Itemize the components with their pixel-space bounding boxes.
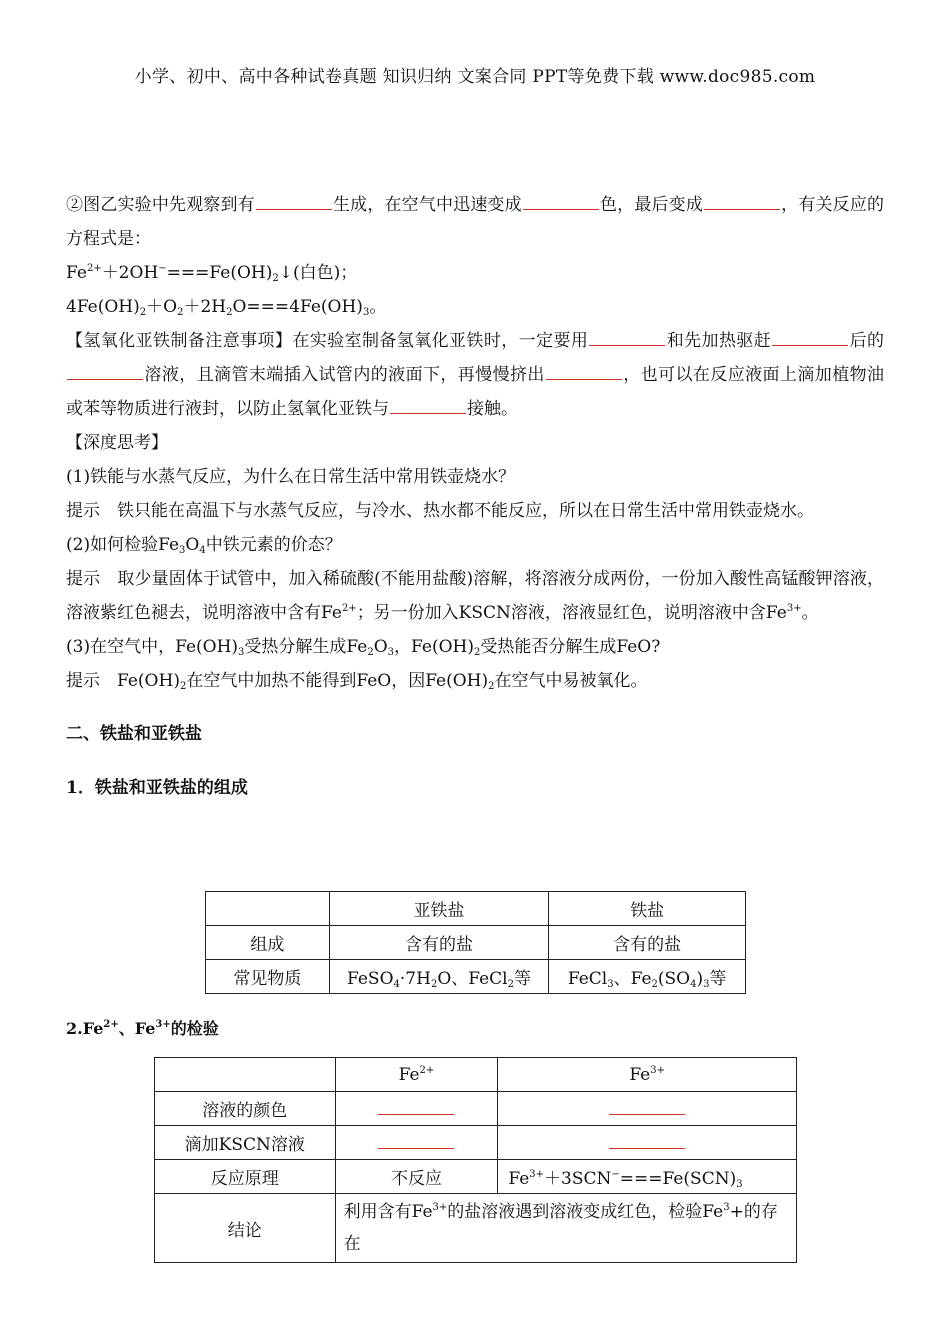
table-row: $Fe^{2+}$ $Fe^{3+}$ bbox=[155, 1058, 797, 1092]
question-1: (1)铁能与水蒸气反应，为什么在日常生活中常用铁壶烧水？ bbox=[66, 467, 516, 487]
question-2: (2)如何检验$Fe_3O_4$中铁元素的价态？ bbox=[66, 535, 342, 556]
answer-blank[interactable] bbox=[67, 361, 143, 380]
answer-blank[interactable] bbox=[589, 327, 665, 346]
subsection-title-2: $2.Fe^{2+}$、$Fe^{3+}$的检验 bbox=[66, 1019, 219, 1038]
equation-1: $Fe^{2+}+2OH^-===Fe(OH)_2↓$(白色)； bbox=[66, 263, 358, 284]
table-ion-test bbox=[154, 1057, 797, 1263]
table-row: 组成 含有的盐 含有的盐 bbox=[206, 926, 746, 960]
table-row: 常见物质 $FeSO_4\cdot 7H_2O$、FeCl$_2$等 FeCl$_3$、$Fe_2(SO_4)_3$等 bbox=[206, 960, 746, 994]
paragraph-observation: ②图乙实验中先观察到有 生成，在空气中迅速变成 色，最后变成 ，有关反应的方程式是： bbox=[66, 188, 884, 256]
answer-blank[interactable] bbox=[378, 1098, 454, 1115]
answer-blank[interactable] bbox=[609, 1132, 685, 1149]
subsection-title-1: 1．铁盐和亚铁盐的组成 bbox=[66, 778, 248, 798]
table-row: 反应原理 不反应 $Fe^{3+}+3SCN^-===Fe(SCN)_3$ bbox=[155, 1160, 797, 1194]
answer-blank[interactable] bbox=[609, 1098, 685, 1115]
answer-blank[interactable] bbox=[523, 191, 599, 210]
deep-thinking-title: 【深度思考】 bbox=[66, 433, 168, 453]
answer-blank[interactable] bbox=[256, 191, 332, 210]
equation-2: $4Fe(OH)_2+O_2+2H_2O===4Fe(OH)_3$。 bbox=[66, 297, 387, 318]
answer-3: 提示 $Fe(OH)_2$在空气中加热不能得到FeO，因$Fe(OH)_2$在空气中易被氧化。 bbox=[66, 671, 648, 692]
paragraph-notes: 【氢氧化亚铁制备注意事项】在实验室制备氢氧化亚铁时，一定要用 和先加热驱赶 后的溶液，且滴管末端插入试管内的液面下，再慢慢挤出 ，也可以在反应液面上滴加植物油或苯等物质进行液封，以防止氢氧化亚铁与 接触。 bbox=[66, 324, 884, 426]
answer-blank[interactable] bbox=[546, 361, 622, 380]
table-row: 滴加KSCN溶液 bbox=[155, 1126, 797, 1160]
main-content bbox=[66, 188, 884, 805]
section-title: 二、铁盐和亚铁盐 bbox=[66, 724, 202, 744]
question-3: (3)在空气中，$Fe(OH)_3$受热分解生成$Fe_2O_3$，$Fe(OH)_2$受热能否分解生成FeO? bbox=[66, 637, 661, 658]
table-row: 亚铁盐 铁盐 bbox=[206, 892, 746, 926]
answer-1: 提示 铁只能在高温下与水蒸气反应，与冷水、热水都不能反应，所以在日常生活中常用铁壶烧水。 bbox=[66, 501, 814, 521]
table-row: 溶液的颜色 bbox=[155, 1092, 797, 1126]
answer-blank[interactable] bbox=[772, 327, 848, 346]
answer-blank[interactable] bbox=[390, 395, 466, 414]
answer-blank[interactable] bbox=[378, 1132, 454, 1149]
table-salt-composition bbox=[205, 891, 746, 994]
page-header: 小学、初中、高中各种试卷真题 知识归纳 文案合同 PPT等免费下载 www.doc985.com bbox=[134, 67, 816, 87]
table-row: 结论 利用含有$Fe^{3+}$的盐溶液遇到溶液变成红色，检验$Fe^3+$的存在 bbox=[155, 1194, 797, 1263]
answer-2: 提示 取少量固体于试管中，加入稀硫酸(不能用盐酸)溶解，将溶液分成两份，一份加入酸性高锰酸钾溶液，溶液紫红色褪去，说明溶液中含有$Fe^{2+}$；另一份加入KSCN溶液，溶液显红色，说明溶液中含$Fe^{3+}$。 bbox=[66, 569, 884, 623]
answer-blank[interactable] bbox=[704, 191, 780, 210]
